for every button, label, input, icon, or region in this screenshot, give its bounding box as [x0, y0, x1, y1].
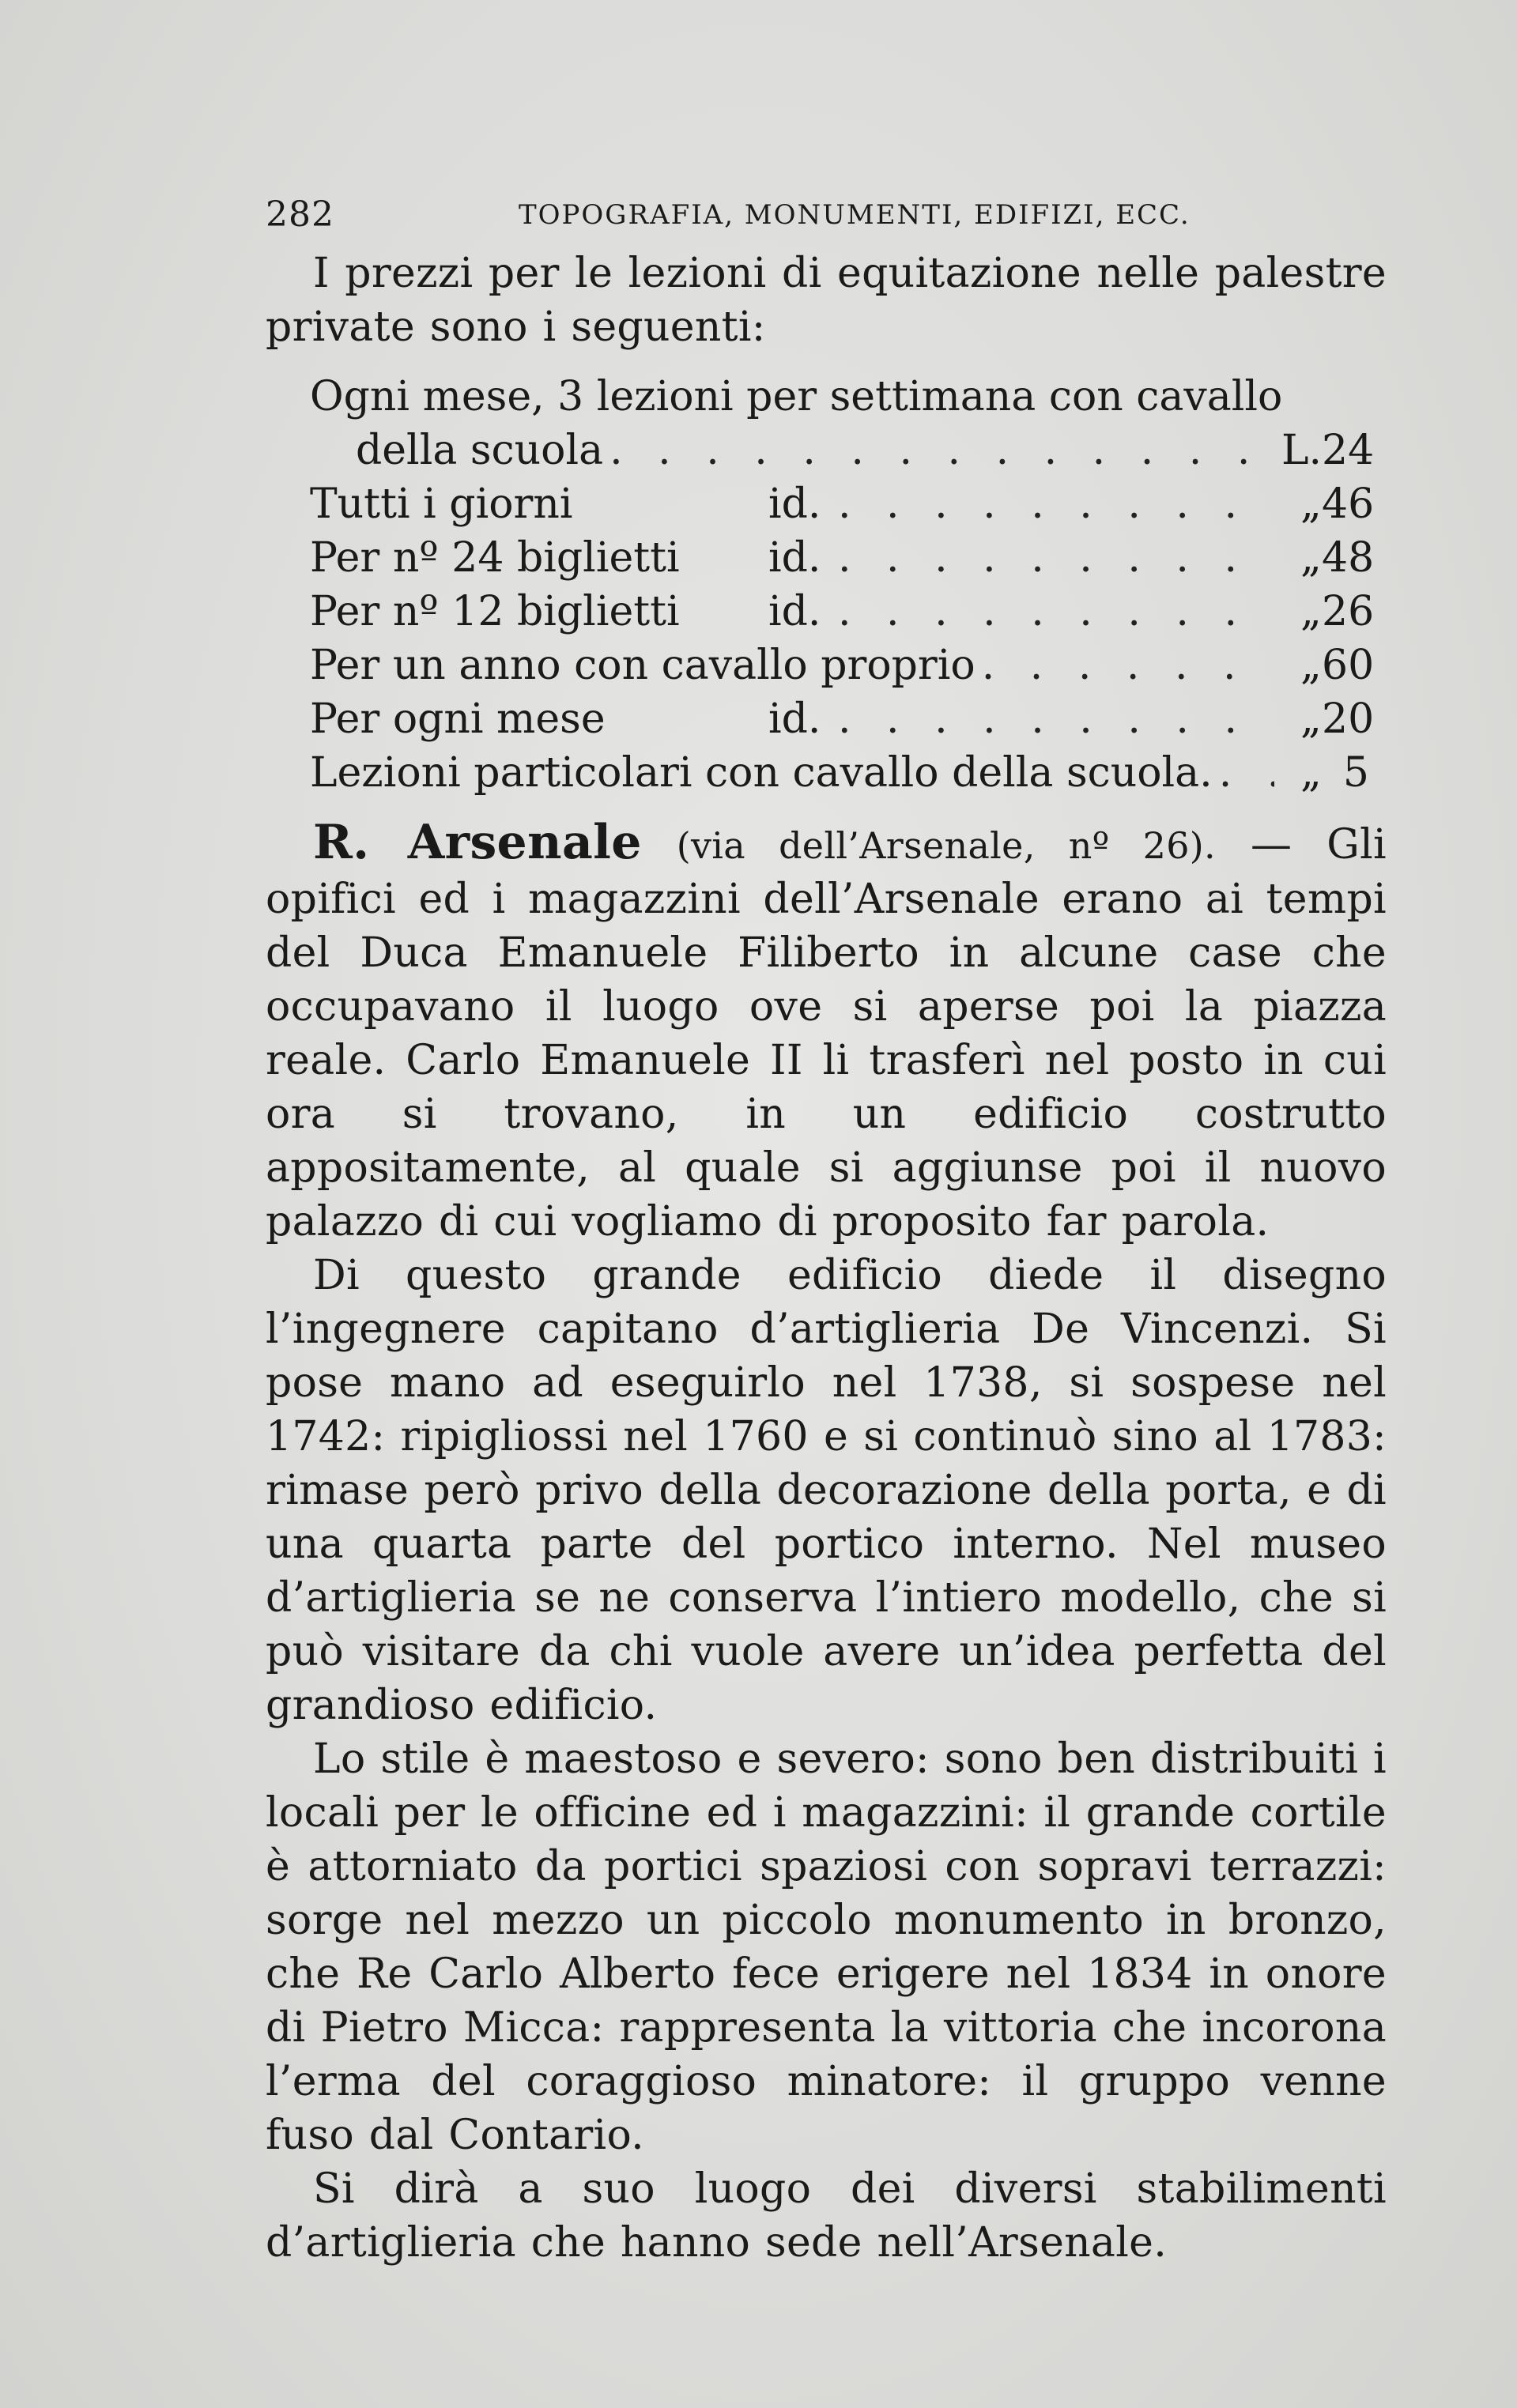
price-line: [310, 370, 1369, 424]
price-label: Per nº 24 biglietti: [310, 534, 680, 582]
price-amount: 5: [1342, 749, 1369, 797]
price-unit: „: [1300, 695, 1322, 743]
price-amount: 26: [1322, 588, 1375, 635]
running-head: [266, 183, 1387, 247]
price-line: [310, 746, 1369, 800]
price-unit: „: [1300, 749, 1322, 797]
price-ref: id.: [768, 588, 821, 635]
page-content: [266, 183, 1387, 2270]
dot-leader: [832, 692, 1274, 746]
page-number: 282: [266, 194, 334, 235]
dot-leader: [1213, 746, 1274, 800]
price-unit: „: [1300, 588, 1322, 635]
price-label: Tutti i giorni: [310, 480, 573, 528]
spacer: [266, 800, 1387, 816]
price-list: [310, 370, 1375, 800]
price-amount: 20: [1322, 695, 1375, 743]
price-ref: id.: [768, 480, 821, 528]
price-line: [310, 692, 1375, 746]
price-line: [310, 639, 1375, 692]
arsenale-paragraph-3: Lo stile è maestoso e severo: sono ben distribuiti i locali per le officine ed i magazzini: il grande cortile è attorniato da portici spaziosi con sopravi terrazzi: sorge nel mezzo un piccolo monumento in bronzo, che Re Carlo Alberto fece erigere nel 1834 in onore di Pietro Micca: rappresenta la vittoria che incorona l’erma del coraggioso minatore: il gruppo venne fuso dal Contario.: [266, 1735, 1387, 2159]
dot-leader: [975, 639, 1274, 692]
price-amount: 48: [1322, 534, 1375, 582]
dot-leader: [832, 585, 1274, 639]
price-ref: id.: [768, 695, 821, 743]
arsenale-paragraph-2: Di questo grande edificio diede il disegno l’ingegnere capitano d’artiglieria De Vincenzi. Si pose mano ad eseguirlo nel 1738, si sospese nel 1742: ripigliossi nel 1760 e si continuò sino al 1783: rimase però privo della decorazione della porta, e di una quarta parte del portico interno. Nel museo d’artiglieria se ne conserva l’intiero modello, che si può visitare da chi vuole avere un’idea perfetta del grandioso edificio.: [266, 1252, 1387, 1729]
price-label: Per nº 12 biglietti: [310, 588, 680, 635]
arsenale-paragraph-4: Si dirà a suo luogo dei diversi stabilimenti d’artiglieria che hanno sede nell’Arsenale.: [266, 2165, 1387, 2267]
dot-leader: [832, 531, 1274, 585]
price-label: Per un anno con cavallo proprio: [310, 642, 975, 689]
price-label: della scuola: [356, 427, 604, 474]
price-line: [310, 477, 1375, 531]
section-heading: R. Arsenale: [313, 815, 642, 870]
arsenale-paragraph-1: [266, 816, 1387, 1249]
intro-paragraph: I prezzi per le lezioni di equitazione nelle palestre private sono i seguenti:: [266, 250, 1387, 351]
section-address: (via dell’Arsenale, nº 26).: [676, 824, 1216, 867]
dot-leader: [832, 477, 1274, 531]
price-amount: 24: [1322, 427, 1375, 474]
price-ref: id.: [768, 534, 821, 582]
price-line: [310, 424, 1375, 477]
dot-leader: [603, 424, 1274, 477]
paragraph-text: — Gli opifici ed i magazzini dell’Arsenale erano ai tempi del Duca Emanuele Filiberto in alcune case che occupavano il luogo ove si aperse poi la piazza reale. Carlo Emanuele II li trasferì nel posto in cui ora si trovano, in un edificio costrutto appositamente, al quale si aggiunse poi il nuovo palazzo di cui vogliamo di proposito far parola.: [266, 821, 1387, 1245]
price-unit: „: [1300, 642, 1322, 689]
price-label: Per ogni mese: [310, 695, 606, 743]
price-unit: „: [1300, 534, 1322, 582]
price-line: [310, 585, 1375, 639]
price-line: [310, 531, 1375, 585]
running-head-title: TOPOGRAFIA, MONUMENTI, EDIFIZI, ECC.: [519, 199, 1191, 231]
price-label: Ogni mese, 3 lezioni per settimana con cavallo: [310, 373, 1283, 420]
price-amount: 46: [1322, 480, 1375, 528]
price-label: Lezioni particolari con cavallo della scuola.: [310, 749, 1213, 797]
price-unit: „: [1300, 480, 1322, 528]
price-unit: L.: [1281, 427, 1322, 474]
price-amount: 60: [1322, 642, 1375, 689]
